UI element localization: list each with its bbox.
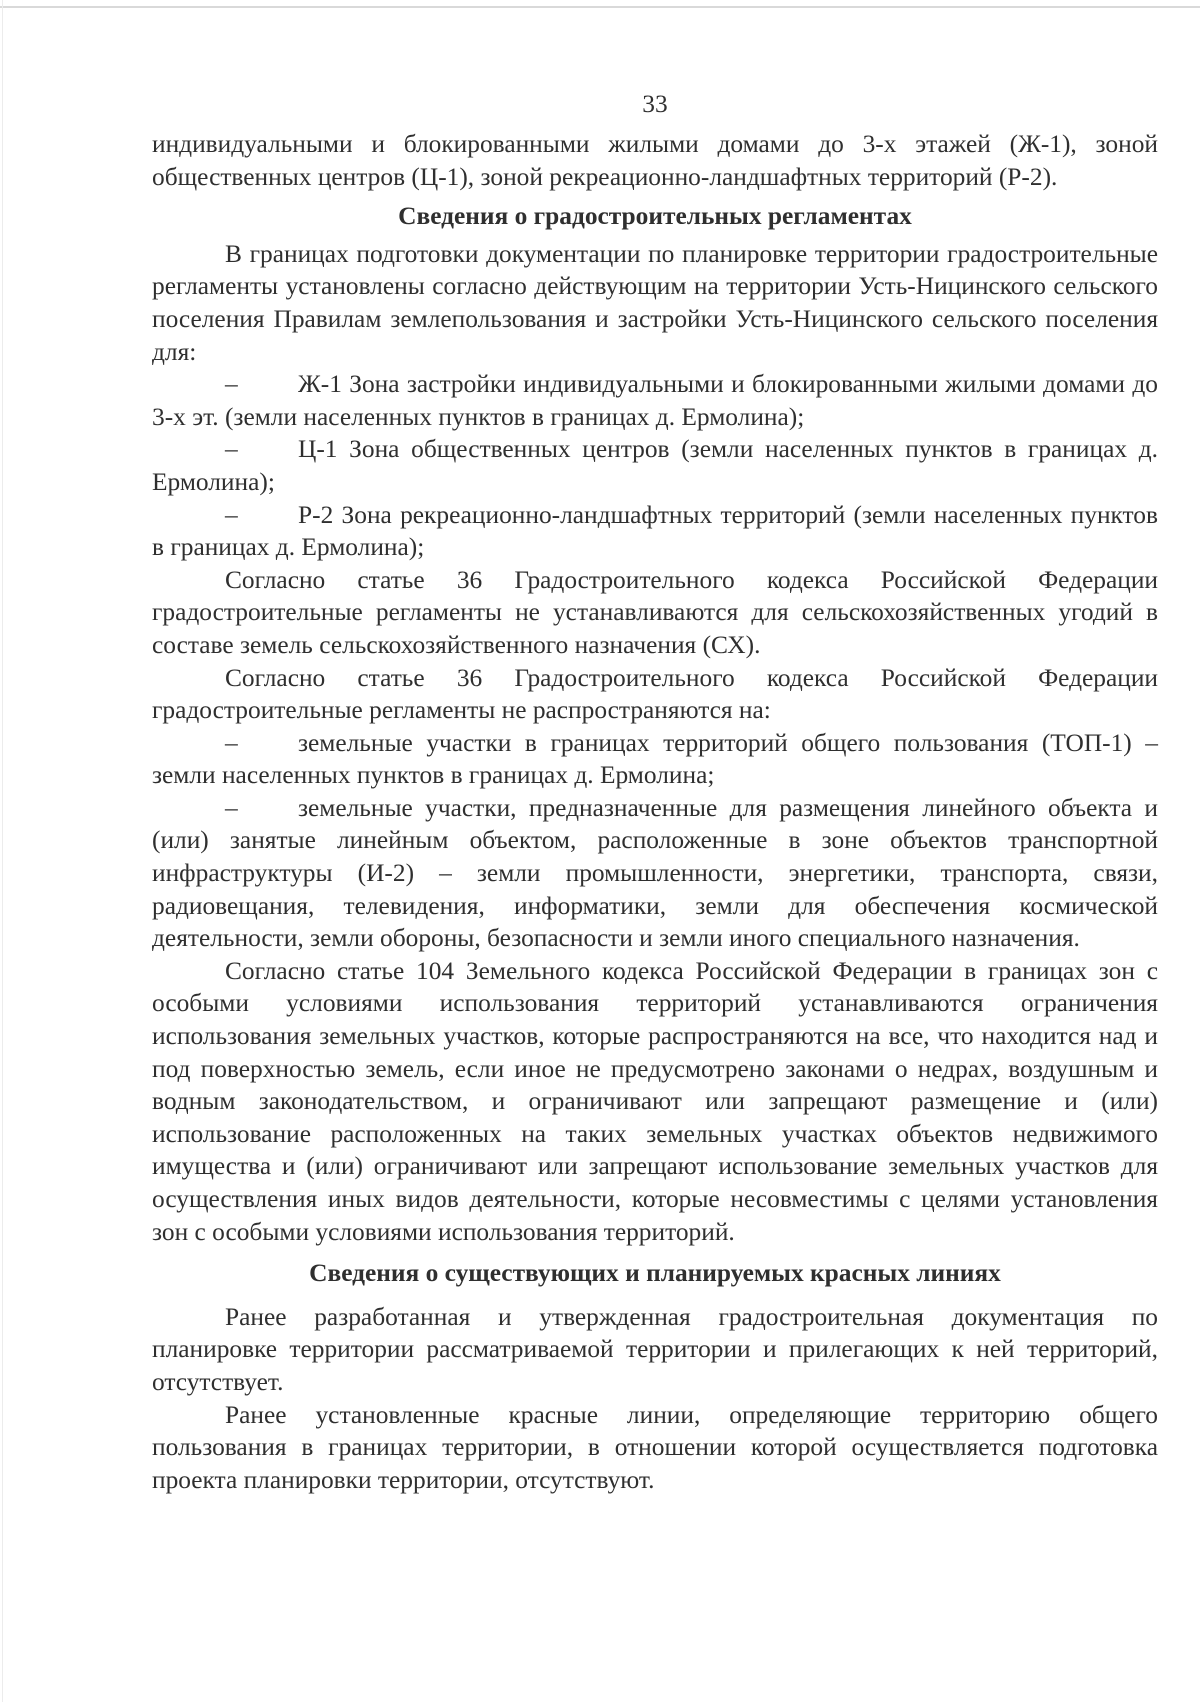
not-applied-item-text: земельные участки в границах территорий общего пользования (ТОП-1) – земли населенных пунктов в границах д. Ермолина;: [152, 728, 1158, 790]
section-heading-red-lines: Сведения о существующих и планируемых красных линиях: [309, 1259, 1001, 1288]
zone-item-r2: [152, 499, 1158, 564]
list-dash: –: [225, 728, 238, 757]
not-applied-item-text: земельные участки, предназначенные для размещения линейного объекта и (или) занятые линейным объектом, расположенные в зоне объектов транспортной инфраструктуры (И-2) – земли промышленности, энергетики, транспорта, связи, радиовещания, телевидения, информатики, земли для обеспечения космической деятельности, земли обороны, безопасности и земли иного специального назначения.: [152, 793, 1158, 953]
regulations-paragraph-4: Согласно статье 104 Земельного кодекса Российской Федерации в границах зон с особыми условиями использования территорий устанавливаются ограничения использования земельных участков, которые распространяются на все, что находится над и под поверхностью земель, если иное не предусмотрено законами о недрах, воздушным и водным законодательством, и ограничивают или запрещают размещение и (или) использование расположенных на таких земельных участках объектов недвижимого имущества и (или) ограничивают или запрещают использование земельных участков для осуществления иных видов деятельности, которые несовместимы с целями установления зон с особыми условиями использования территорий.: [152, 956, 1158, 1246]
red-lines-paragraph-1: Ранее разработанная и утвержденная градостроительная документация по планировке территории рассматриваемой территории и прилегающих к ней территорий, отсутствует.: [152, 1302, 1158, 1396]
scan-edge-top: [0, 6, 1200, 8]
red-lines-paragraph-2: Ранее установленные красные линии, определяющие территорию общего пользования в границах территории, в отношении которой осуществляется подготовка проекта планировки территории, отсутствуют.: [152, 1400, 1158, 1494]
document-page: [152, 88, 1158, 1496]
regulations-paragraph-1: В границах подготовки документации по планировке территории градостроительные регламенты установлены согласно действующим на территории Усть-Ницинского сельского поселения Правилам землепользования и застройки Усть-Ницинского сельского поселения для:: [152, 239, 1158, 366]
zone-item-zh1: [152, 368, 1158, 433]
not-applied-item-top1: [152, 727, 1158, 792]
page-number: 33: [642, 90, 668, 118]
regulations-paragraph-2: Согласно статье 36 Градостроительного кодекса Российской Федерации градостроительные регламенты не устанавливаются для сельскохозяйственных угодий в составе земель сельскохозяйственного назначения (СХ).: [152, 565, 1158, 659]
list-dash: –: [225, 370, 238, 399]
not-applied-item-i2: [152, 792, 1158, 955]
scan-edge-left: [2, 0, 3, 1702]
intro-paragraph: индивидуальными и блокированными жилыми домами до 3-х этажей (Ж-1), зоной общественных центров (Ц-1), зоной рекреационно-ландшафтных территорий (Р-2).: [152, 130, 1158, 191]
zone-item-ts1: [152, 433, 1158, 498]
zone-item-text: Ж-1 Зона застройки индивидуальными и блокированными жилыми домами до 3-х эт. (земли населенных пунктов в границах д. Ермолина);: [152, 370, 1158, 431]
list-dash: –: [225, 793, 238, 822]
list-dash: –: [225, 500, 238, 529]
regulations-paragraph-3: Согласно статье 36 Градостроительного кодекса Российской Федерации градостроительные регламенты не распространяются на:: [152, 663, 1158, 725]
zone-item-text: Р-2 Зона рекреационно-ландшафтных территорий (земли населенных пунктов в границах д. Ермолина);: [152, 500, 1158, 562]
list-dash: –: [225, 435, 238, 464]
section-heading-regulations: Сведения о градостроительных регламентах: [398, 202, 912, 231]
zone-item-text: Ц-1 Зона общественных центров (земли населенных пунктов в границах д. Ермолина);: [152, 435, 1158, 496]
